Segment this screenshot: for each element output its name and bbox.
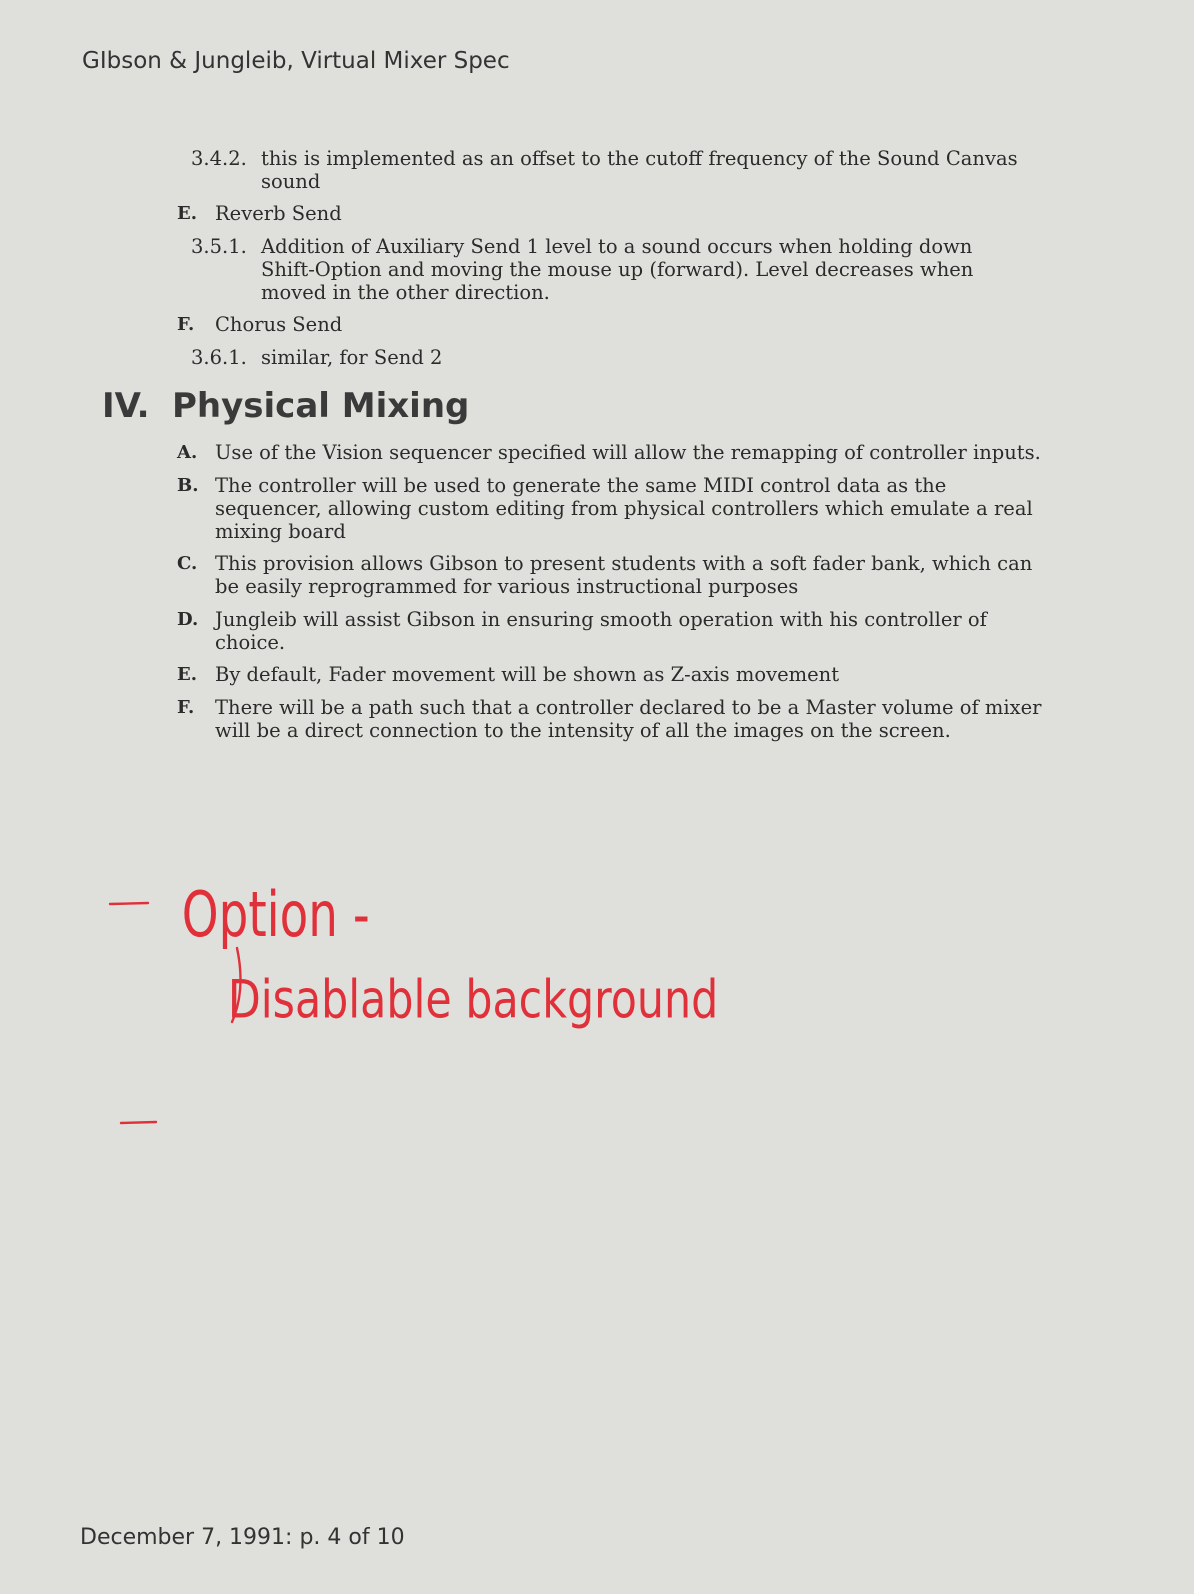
item-text: This provision allows Gibson to present students with a soft fader bank, which can be easily reprogrammed for various instructional purposes — [215, 552, 1033, 598]
item-text: similar, for Send 2 — [261, 346, 443, 369]
item-label: F. — [177, 314, 195, 335]
item-text: There will be a path such that a controller declared to be a Master volume of mixer will be a direct connection to the intensity of all the images on the screen. — [215, 696, 1042, 742]
section-title: Physical Mixing — [172, 386, 470, 426]
ink-dash — [110, 903, 148, 904]
item-label: E. — [177, 664, 197, 685]
item-label: 3.5.1. — [191, 235, 247, 258]
item-label: D. — [177, 609, 199, 630]
handwritten-line-2: Disablable background — [227, 969, 719, 1031]
item-label: 3.6.1. — [191, 346, 247, 369]
running-header: GIbson & Jungleib, Virtual Mixer Spec — [82, 48, 510, 74]
handwritten-line-1: Option - — [181, 879, 370, 952]
item-text: Reverb Send — [215, 202, 342, 225]
item-label: B. — [177, 475, 199, 496]
item-label: F. — [177, 697, 195, 718]
item-text: Addition of Auxiliary Send 1 level to a sound occurs when holding down Shift-Option and moving the mouse up (forward). Level decreases when moved in the other direction. — [261, 235, 974, 304]
section-number: IV. — [102, 386, 150, 426]
item-text: By default, Fader movement will be shown as Z-axis movement — [215, 663, 840, 686]
item-text: Jungleib will assist Gibson in ensuring smooth operation with his controller of choice. — [215, 608, 987, 654]
item-label: E. — [177, 203, 197, 224]
page-footer: December 7, 1991: p. 4 of 10 — [80, 1525, 405, 1550]
item-text: Chorus Send — [215, 313, 343, 336]
item-label: A. — [177, 442, 198, 463]
ink-dash — [121, 1122, 156, 1123]
item-label: C. — [177, 553, 198, 574]
item-text: this is implemented as an offset to the cutoff frequency of the Sound Canvas sound — [261, 147, 1018, 193]
item-label: 3.4.2. — [191, 147, 247, 170]
item-text: Use of the Vision sequencer specified will allow the remapping of controller inputs. — [215, 441, 1041, 464]
item-text: The controller will be used to generate the same MIDI control data as the sequencer, allowing custom editing from physical controllers which emulate a real mixing board — [215, 474, 1033, 543]
